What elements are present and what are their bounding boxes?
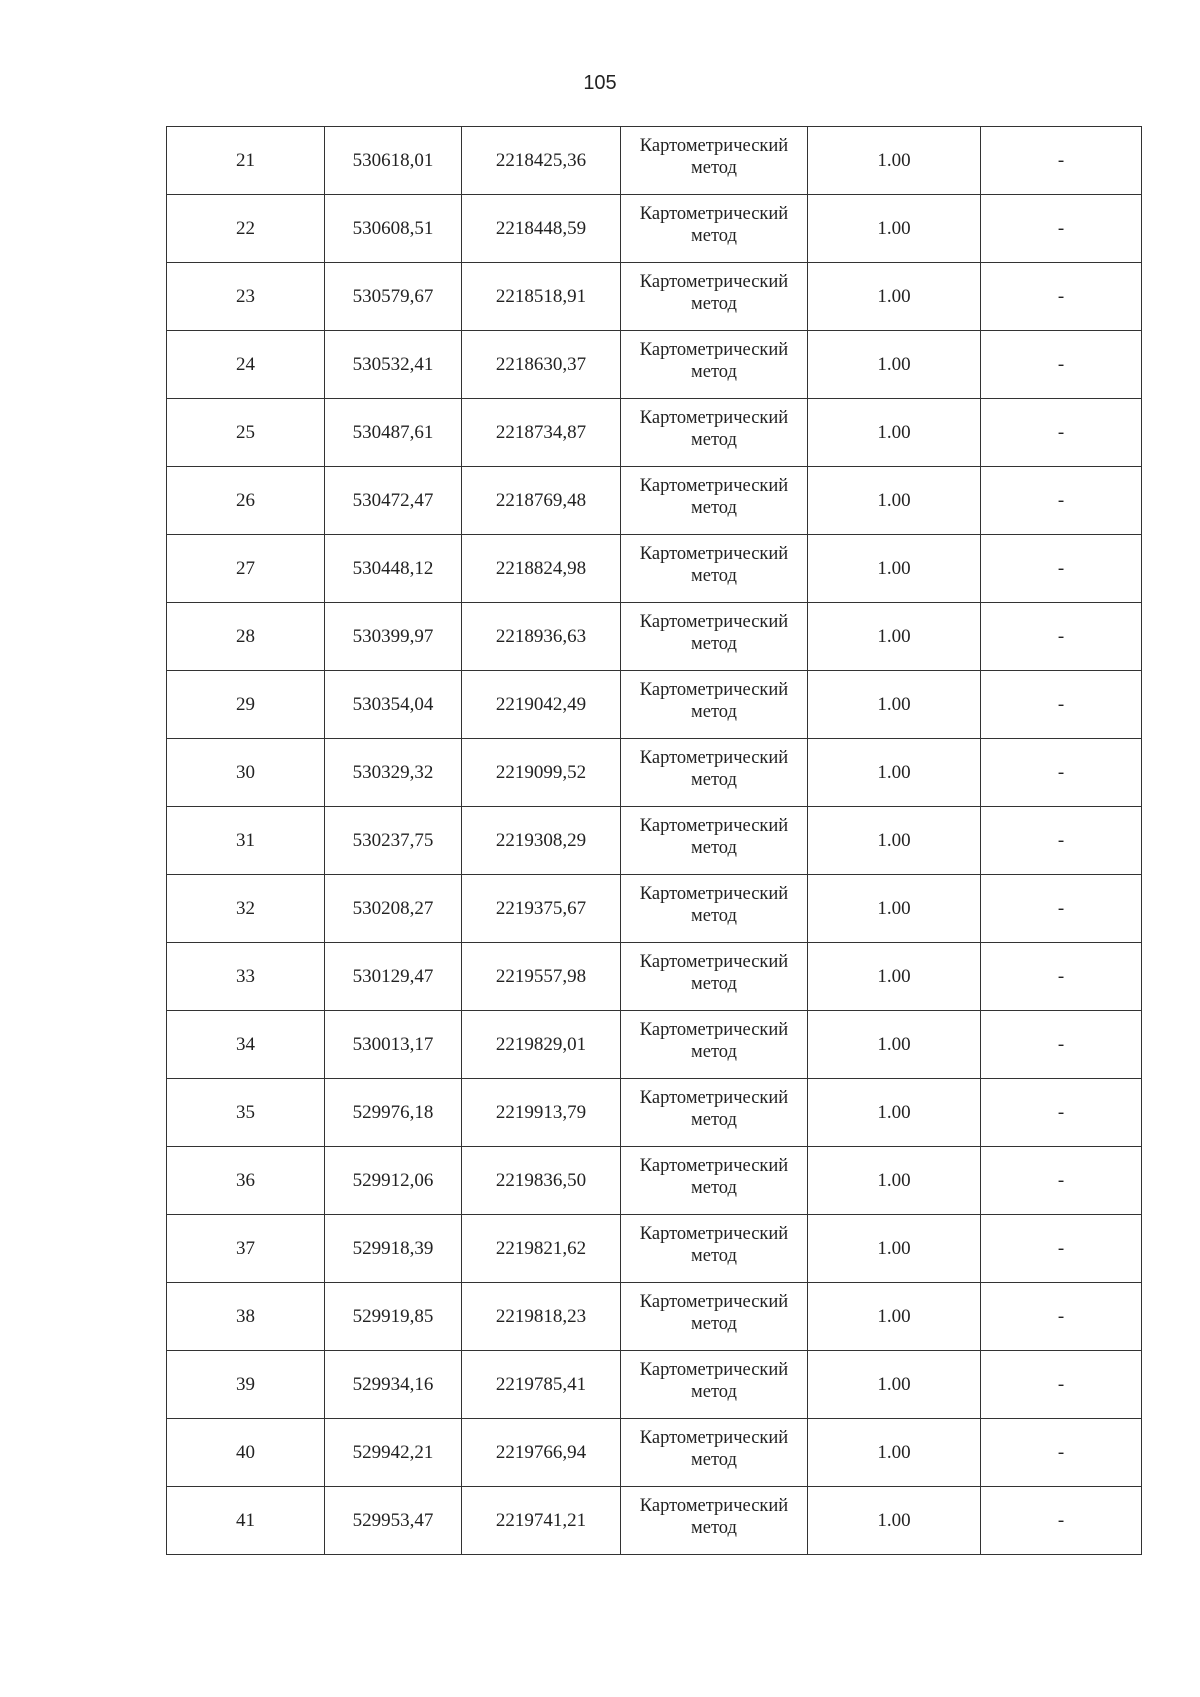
method-text: Картометрический метод bbox=[639, 747, 789, 790]
note-cell: - bbox=[981, 1283, 1142, 1351]
point-number-cell: 34 bbox=[167, 1011, 325, 1079]
point-number-cell: 22 bbox=[167, 195, 325, 263]
method-cell bbox=[621, 875, 808, 943]
x-coordinate-cell: 529919,85 bbox=[325, 1283, 462, 1351]
x-coordinate-cell: 530532,41 bbox=[325, 331, 462, 399]
method-text: Картометрический метод bbox=[639, 1359, 789, 1402]
accuracy-cell: 1.00 bbox=[808, 739, 981, 807]
method-cell bbox=[621, 1419, 808, 1487]
point-number-cell: 36 bbox=[167, 1147, 325, 1215]
accuracy-cell: 1.00 bbox=[808, 807, 981, 875]
table-row bbox=[167, 331, 1142, 399]
method-cell bbox=[621, 943, 808, 1011]
note-cell: - bbox=[981, 467, 1142, 535]
note-cell: - bbox=[981, 195, 1142, 263]
method-cell bbox=[621, 1011, 808, 1079]
x-coordinate-cell: 530129,47 bbox=[325, 943, 462, 1011]
method-text: Картометрический метод bbox=[639, 1291, 789, 1334]
point-number-cell: 38 bbox=[167, 1283, 325, 1351]
method-text: Картометрический метод bbox=[639, 1019, 789, 1062]
method-cell bbox=[621, 1147, 808, 1215]
method-cell bbox=[621, 467, 808, 535]
note-cell: - bbox=[981, 1487, 1142, 1555]
y-coordinate-cell: 2218936,63 bbox=[462, 603, 621, 671]
table-row bbox=[167, 263, 1142, 331]
point-number-cell: 29 bbox=[167, 671, 325, 739]
note-cell: - bbox=[981, 1147, 1142, 1215]
method-cell bbox=[621, 399, 808, 467]
method-cell bbox=[621, 331, 808, 399]
point-number-cell: 27 bbox=[167, 535, 325, 603]
note-cell: - bbox=[981, 943, 1142, 1011]
note-cell: - bbox=[981, 1215, 1142, 1283]
note-cell: - bbox=[981, 739, 1142, 807]
x-coordinate-cell: 530399,97 bbox=[325, 603, 462, 671]
table-row bbox=[167, 1283, 1142, 1351]
table-row bbox=[167, 807, 1142, 875]
x-coordinate-cell: 530354,04 bbox=[325, 671, 462, 739]
table-row bbox=[167, 1487, 1142, 1555]
y-coordinate-cell: 2219042,49 bbox=[462, 671, 621, 739]
note-cell: - bbox=[981, 603, 1142, 671]
y-coordinate-cell: 2219741,21 bbox=[462, 1487, 621, 1555]
method-cell bbox=[621, 1487, 808, 1555]
y-coordinate-cell: 2219557,98 bbox=[462, 943, 621, 1011]
point-number-cell: 30 bbox=[167, 739, 325, 807]
table-row bbox=[167, 943, 1142, 1011]
method-text: Картометрический метод bbox=[639, 815, 789, 858]
note-cell: - bbox=[981, 807, 1142, 875]
x-coordinate-cell: 529934,16 bbox=[325, 1351, 462, 1419]
note-cell: - bbox=[981, 399, 1142, 467]
table-row bbox=[167, 875, 1142, 943]
table-row bbox=[167, 1351, 1142, 1419]
point-number-cell: 33 bbox=[167, 943, 325, 1011]
page-number: 105 bbox=[583, 72, 617, 94]
x-coordinate-cell: 530208,27 bbox=[325, 875, 462, 943]
method-text: Картометрический метод bbox=[639, 883, 789, 926]
note-cell: - bbox=[981, 331, 1142, 399]
note-cell: - bbox=[981, 1419, 1142, 1487]
x-coordinate-cell: 529912,06 bbox=[325, 1147, 462, 1215]
y-coordinate-cell: 2218448,59 bbox=[462, 195, 621, 263]
y-coordinate-cell: 2218769,48 bbox=[462, 467, 621, 535]
table-row bbox=[167, 1079, 1142, 1147]
accuracy-cell: 1.00 bbox=[808, 1283, 981, 1351]
x-coordinate-cell: 529953,47 bbox=[325, 1487, 462, 1555]
method-cell bbox=[621, 739, 808, 807]
note-cell: - bbox=[981, 671, 1142, 739]
method-text: Картометрический метод bbox=[639, 611, 789, 654]
x-coordinate-cell: 529942,21 bbox=[325, 1419, 462, 1487]
x-coordinate-cell: 530472,47 bbox=[325, 467, 462, 535]
y-coordinate-cell: 2218824,98 bbox=[462, 535, 621, 603]
note-cell: - bbox=[981, 1011, 1142, 1079]
x-coordinate-cell: 530487,61 bbox=[325, 399, 462, 467]
y-coordinate-cell: 2219818,23 bbox=[462, 1283, 621, 1351]
method-cell bbox=[621, 1283, 808, 1351]
point-number-cell: 35 bbox=[167, 1079, 325, 1147]
x-coordinate-cell: 530329,32 bbox=[325, 739, 462, 807]
method-text: Картометрический метод bbox=[639, 679, 789, 722]
table-row bbox=[167, 671, 1142, 739]
method-text: Картометрический метод bbox=[639, 1223, 789, 1266]
y-coordinate-cell: 2219836,50 bbox=[462, 1147, 621, 1215]
y-coordinate-cell: 2219766,94 bbox=[462, 1419, 621, 1487]
y-coordinate-cell: 2218518,91 bbox=[462, 263, 621, 331]
accuracy-cell: 1.00 bbox=[808, 1487, 981, 1555]
accuracy-cell: 1.00 bbox=[808, 467, 981, 535]
method-cell bbox=[621, 263, 808, 331]
accuracy-cell: 1.00 bbox=[808, 1147, 981, 1215]
table-row bbox=[167, 1011, 1142, 1079]
accuracy-cell: 1.00 bbox=[808, 127, 981, 195]
y-coordinate-cell: 2219821,62 bbox=[462, 1215, 621, 1283]
accuracy-cell: 1.00 bbox=[808, 603, 981, 671]
point-number-cell: 32 bbox=[167, 875, 325, 943]
table-row bbox=[167, 127, 1142, 195]
point-number-cell: 26 bbox=[167, 467, 325, 535]
note-cell: - bbox=[981, 263, 1142, 331]
method-text: Картометрический метод bbox=[639, 203, 789, 246]
accuracy-cell: 1.00 bbox=[808, 263, 981, 331]
method-cell bbox=[621, 1351, 808, 1419]
accuracy-cell: 1.00 bbox=[808, 535, 981, 603]
x-coordinate-cell: 529976,18 bbox=[325, 1079, 462, 1147]
method-cell bbox=[621, 1215, 808, 1283]
x-coordinate-cell: 530237,75 bbox=[325, 807, 462, 875]
accuracy-cell: 1.00 bbox=[808, 1419, 981, 1487]
method-cell bbox=[621, 195, 808, 263]
table-row bbox=[167, 603, 1142, 671]
method-cell bbox=[621, 603, 808, 671]
method-text: Картометрический метод bbox=[639, 1087, 789, 1130]
accuracy-cell: 1.00 bbox=[808, 671, 981, 739]
method-cell bbox=[621, 127, 808, 195]
table-row bbox=[167, 1419, 1142, 1487]
method-text: Картометрический метод bbox=[639, 475, 789, 518]
y-coordinate-cell: 2219099,52 bbox=[462, 739, 621, 807]
note-cell: - bbox=[981, 1079, 1142, 1147]
x-coordinate-cell: 530608,51 bbox=[325, 195, 462, 263]
y-coordinate-cell: 2218734,87 bbox=[462, 399, 621, 467]
method-cell bbox=[621, 671, 808, 739]
accuracy-cell: 1.00 bbox=[808, 195, 981, 263]
point-number-cell: 24 bbox=[167, 331, 325, 399]
y-coordinate-cell: 2218630,37 bbox=[462, 331, 621, 399]
accuracy-cell: 1.00 bbox=[808, 399, 981, 467]
method-text: Картометрический метод bbox=[639, 1155, 789, 1198]
method-text: Картометрический метод bbox=[639, 543, 789, 586]
point-number-cell: 28 bbox=[167, 603, 325, 671]
point-number-cell: 40 bbox=[167, 1419, 325, 1487]
method-text: Картометрический метод bbox=[639, 339, 789, 382]
point-number-cell: 23 bbox=[167, 263, 325, 331]
accuracy-cell: 1.00 bbox=[808, 1079, 981, 1147]
method-text: Картометрический метод bbox=[639, 271, 789, 314]
method-text: Картометрический метод bbox=[639, 407, 789, 450]
point-number-cell: 41 bbox=[167, 1487, 325, 1555]
accuracy-cell: 1.00 bbox=[808, 875, 981, 943]
method-cell bbox=[621, 807, 808, 875]
note-cell: - bbox=[981, 875, 1142, 943]
table-row bbox=[167, 1147, 1142, 1215]
method-text: Картометрический метод bbox=[639, 1427, 789, 1470]
y-coordinate-cell: 2219308,29 bbox=[462, 807, 621, 875]
x-coordinate-cell: 530013,17 bbox=[325, 1011, 462, 1079]
table-row bbox=[167, 399, 1142, 467]
method-text: Картометрический метод bbox=[639, 1495, 789, 1538]
accuracy-cell: 1.00 bbox=[808, 331, 981, 399]
y-coordinate-cell: 2219829,01 bbox=[462, 1011, 621, 1079]
accuracy-cell: 1.00 bbox=[808, 1011, 981, 1079]
y-coordinate-cell: 2219375,67 bbox=[462, 875, 621, 943]
accuracy-cell: 1.00 bbox=[808, 1215, 981, 1283]
y-coordinate-cell: 2219785,41 bbox=[462, 1351, 621, 1419]
table-row bbox=[167, 1215, 1142, 1283]
point-number-cell: 37 bbox=[167, 1215, 325, 1283]
note-cell: - bbox=[981, 535, 1142, 603]
x-coordinate-cell: 529918,39 bbox=[325, 1215, 462, 1283]
table-body bbox=[167, 127, 1142, 1555]
method-cell bbox=[621, 1079, 808, 1147]
x-coordinate-cell: 530618,01 bbox=[325, 127, 462, 195]
y-coordinate-cell: 2218425,36 bbox=[462, 127, 621, 195]
method-text: Картометрический метод bbox=[639, 135, 789, 178]
table-row bbox=[167, 739, 1142, 807]
x-coordinate-cell: 530579,67 bbox=[325, 263, 462, 331]
table-row bbox=[167, 467, 1142, 535]
point-number-cell: 21 bbox=[167, 127, 325, 195]
point-number-cell: 25 bbox=[167, 399, 325, 467]
table-row bbox=[167, 535, 1142, 603]
coordinates-table bbox=[166, 126, 1142, 1555]
method-text: Картометрический метод bbox=[639, 951, 789, 994]
accuracy-cell: 1.00 bbox=[808, 1351, 981, 1419]
note-cell: - bbox=[981, 1351, 1142, 1419]
y-coordinate-cell: 2219913,79 bbox=[462, 1079, 621, 1147]
x-coordinate-cell: 530448,12 bbox=[325, 535, 462, 603]
note-cell: - bbox=[981, 127, 1142, 195]
method-cell bbox=[621, 535, 808, 603]
table-row bbox=[167, 195, 1142, 263]
point-number-cell: 39 bbox=[167, 1351, 325, 1419]
point-number-cell: 31 bbox=[167, 807, 325, 875]
accuracy-cell: 1.00 bbox=[808, 943, 981, 1011]
